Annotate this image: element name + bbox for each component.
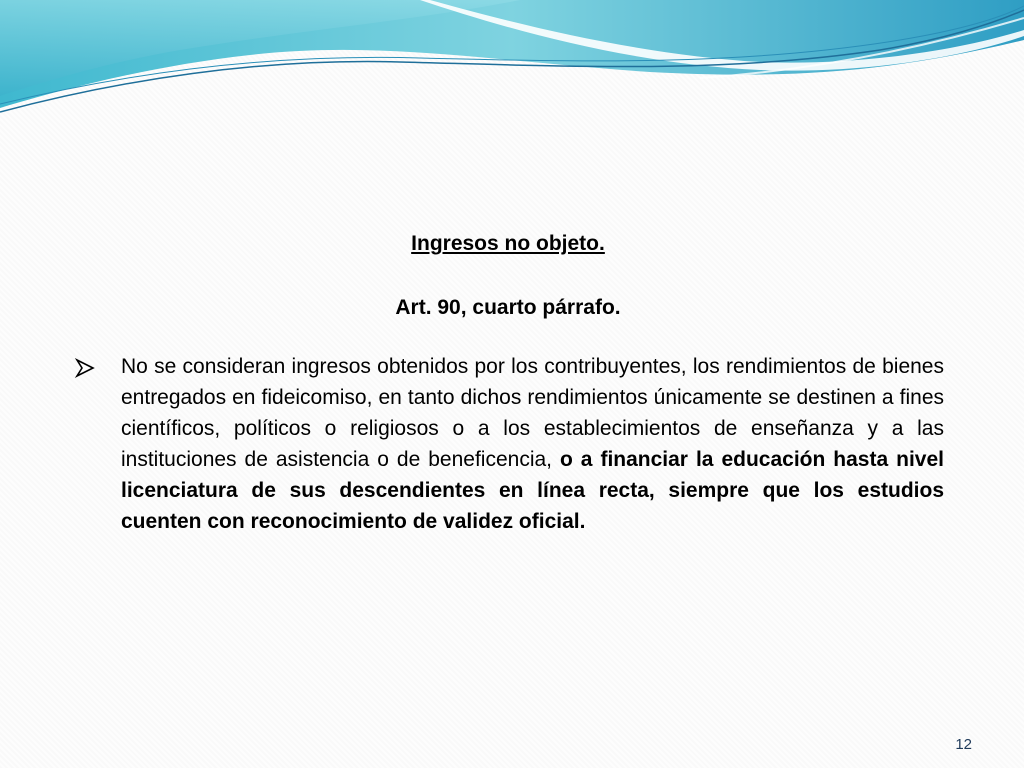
page-number: 12	[955, 736, 972, 753]
header-wave-decoration	[0, 0, 1024, 130]
article-reference: Art. 90, cuarto párrafo.	[395, 296, 621, 319]
slide-heading: Ingresos no objeto.	[411, 232, 605, 255]
bullet-text	[121, 351, 944, 537]
arrow-bullet-icon	[74, 357, 96, 379]
bullet-text-bold: o a financiar la educación hasta nivel licenciatura de sus descendientes en línea recta, siempre que los estudios cuenten con reconocimiento de validez oficial.	[121, 448, 944, 533]
bullet-item	[74, 351, 944, 537]
bullet-text-regular: No se consideran ingresos obtenidos por los contribuyentes, los rendimientos de bienes entregados en fideicomiso, en tanto dichos rendimientos únicamente se destinen a fines científicos, políticos o religiosos o a los establecimientos de enseñanza y a las instituciones de asistencia o de beneficencia,	[121, 355, 944, 471]
